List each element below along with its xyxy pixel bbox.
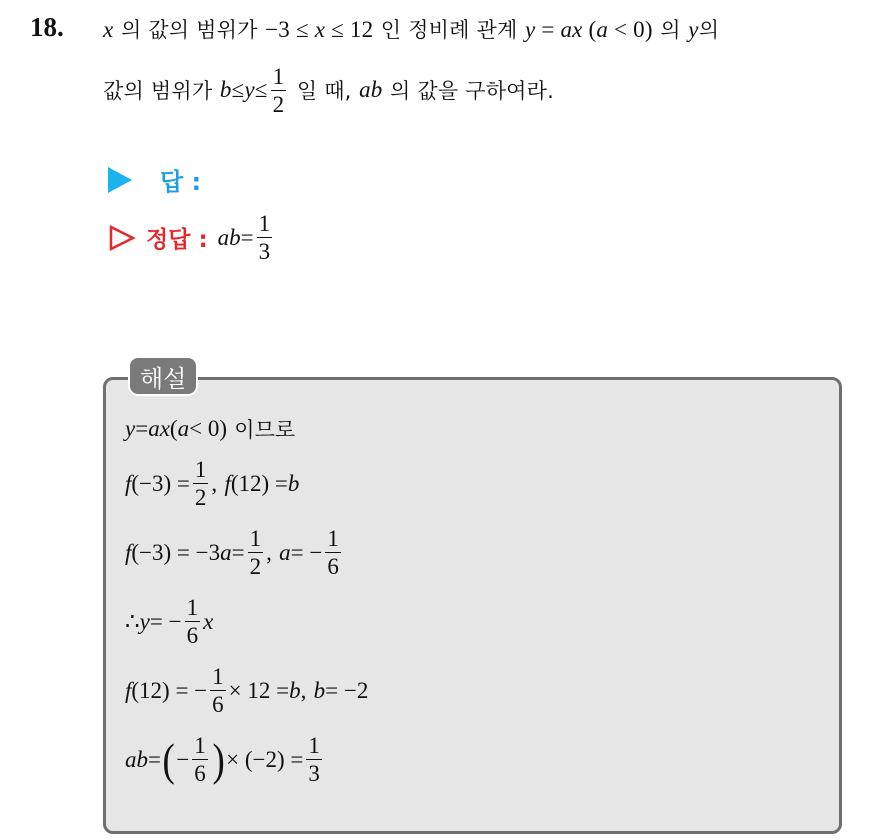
math-expr: × (−2) = (226, 746, 304, 772)
fraction (210, 665, 226, 716)
math-expr: ( (582, 17, 597, 42)
math-var: y (139, 608, 150, 634)
math-var: x (103, 17, 114, 42)
math-var: f (125, 470, 132, 496)
math-var: y (244, 77, 255, 102)
answer-row (108, 162, 201, 197)
outline-triangle-icon (108, 224, 136, 252)
right-paren: ) (212, 733, 225, 785)
fraction-numerator: 1 (327, 526, 339, 551)
math-var: b (219, 77, 232, 102)
question-text: 값의 범위가 (103, 79, 213, 103)
fraction-denominator: 3 (308, 761, 320, 786)
math-var: a (596, 17, 609, 42)
fraction-denominator: 6 (327, 554, 339, 579)
fraction-numerator: 1 (194, 457, 207, 482)
explanation-tab: 해설 (128, 356, 198, 396)
math-expr: < 0) (608, 17, 653, 42)
math-var: y (125, 416, 136, 441)
math-var: f (125, 539, 132, 565)
fraction (325, 527, 341, 578)
math-var: x (314, 17, 326, 42)
math-expr: ≤ 12 (325, 17, 374, 42)
math-var: b (287, 470, 300, 496)
fraction-denominator: 2 (249, 554, 262, 579)
explanation-line-6 (125, 734, 325, 785)
question-text: 일 때, (296, 79, 352, 103)
math-var: a (279, 539, 291, 565)
math-var: f (224, 470, 231, 496)
math-expr: − (176, 746, 190, 772)
explanation-line-1 (125, 414, 295, 444)
math-expr: = − (149, 608, 182, 634)
math-var: ax (560, 17, 583, 42)
fraction-denominator: 2 (272, 91, 285, 117)
fraction-denominator: 6 (186, 623, 199, 648)
fraction-numerator: 1 (194, 733, 206, 758)
solution-label: 정답 : (146, 227, 208, 253)
fraction (271, 65, 287, 116)
math-var: x (203, 608, 214, 634)
fraction (257, 212, 273, 263)
math-var: y (688, 17, 699, 42)
fraction-numerator: 1 (212, 664, 224, 689)
explanation-line-4 (125, 596, 213, 647)
math-var: y (524, 17, 536, 42)
math-expr: ≤ (254, 77, 268, 102)
math-var: ab (125, 746, 148, 772)
question-line-2 (103, 60, 554, 120)
explanation-line-3 (125, 527, 344, 578)
left-paren: ( (162, 733, 175, 785)
answer-label: 답 : (160, 168, 202, 196)
fraction-denominator: 2 (194, 485, 207, 510)
therefore-symbol: ∴ (125, 608, 140, 634)
math-expr: = − (290, 539, 323, 565)
math-expr: ≤ (231, 77, 245, 102)
math-expr: = −2 (325, 677, 369, 703)
fraction-numerator: 1 (249, 526, 262, 551)
fraction (185, 596, 201, 647)
fraction (192, 734, 208, 785)
question-text: 의 (698, 18, 720, 42)
math-var: b (313, 677, 326, 703)
math-expr: × 12 = (228, 677, 290, 703)
question-number: 18. (30, 12, 64, 42)
math-var: ab (217, 224, 241, 250)
math-expr: , (211, 470, 218, 496)
explanation-line-5 (125, 665, 368, 716)
math-expr: < 0) (189, 416, 227, 441)
question-text: 의 값을 구하여라. (390, 79, 555, 103)
math-expr: = (535, 17, 561, 42)
math-expr: (−3) = (131, 470, 190, 496)
fraction-numerator: 1 (258, 211, 271, 236)
math-expr: (12) = − (131, 677, 208, 703)
math-expr: ( (169, 416, 178, 441)
question-text: 의 값의 범위가 (120, 18, 258, 42)
fraction-numerator: 1 (272, 63, 285, 89)
question-text: 의 (660, 18, 681, 42)
fraction-denominator: 3 (258, 239, 271, 264)
fraction (193, 458, 209, 509)
explanation-line-2 (125, 458, 299, 509)
fraction (306, 734, 322, 785)
math-var: f (125, 677, 132, 703)
math-expr: = (240, 224, 254, 250)
math-expr: = (148, 746, 161, 772)
fraction-numerator: 1 (186, 595, 199, 620)
solution-row (108, 212, 275, 263)
math-var: ax (148, 416, 170, 441)
math-var: ab (359, 77, 383, 102)
math-expr: , (300, 677, 307, 703)
fraction-numerator: 1 (308, 733, 320, 758)
play-triangle-icon (108, 167, 132, 193)
math-expr: = (135, 416, 149, 441)
explanation-text: 이므로 (234, 418, 296, 442)
question-line-1 (103, 14, 719, 44)
question-text: 인 정비례 관계 (380, 18, 518, 42)
fraction (248, 527, 264, 578)
math-var: a (177, 416, 190, 441)
math-expr: −3 ≤ (265, 17, 315, 42)
fraction-denominator: 6 (194, 761, 206, 786)
math-expr: , (266, 539, 272, 565)
math-expr: (12) = (230, 470, 288, 496)
math-var: b (289, 677, 301, 703)
fraction-denominator: 6 (212, 692, 224, 717)
math-expr: = (231, 539, 245, 565)
math-expr: (−3) = −3 (131, 539, 221, 565)
math-var: a (220, 539, 232, 565)
